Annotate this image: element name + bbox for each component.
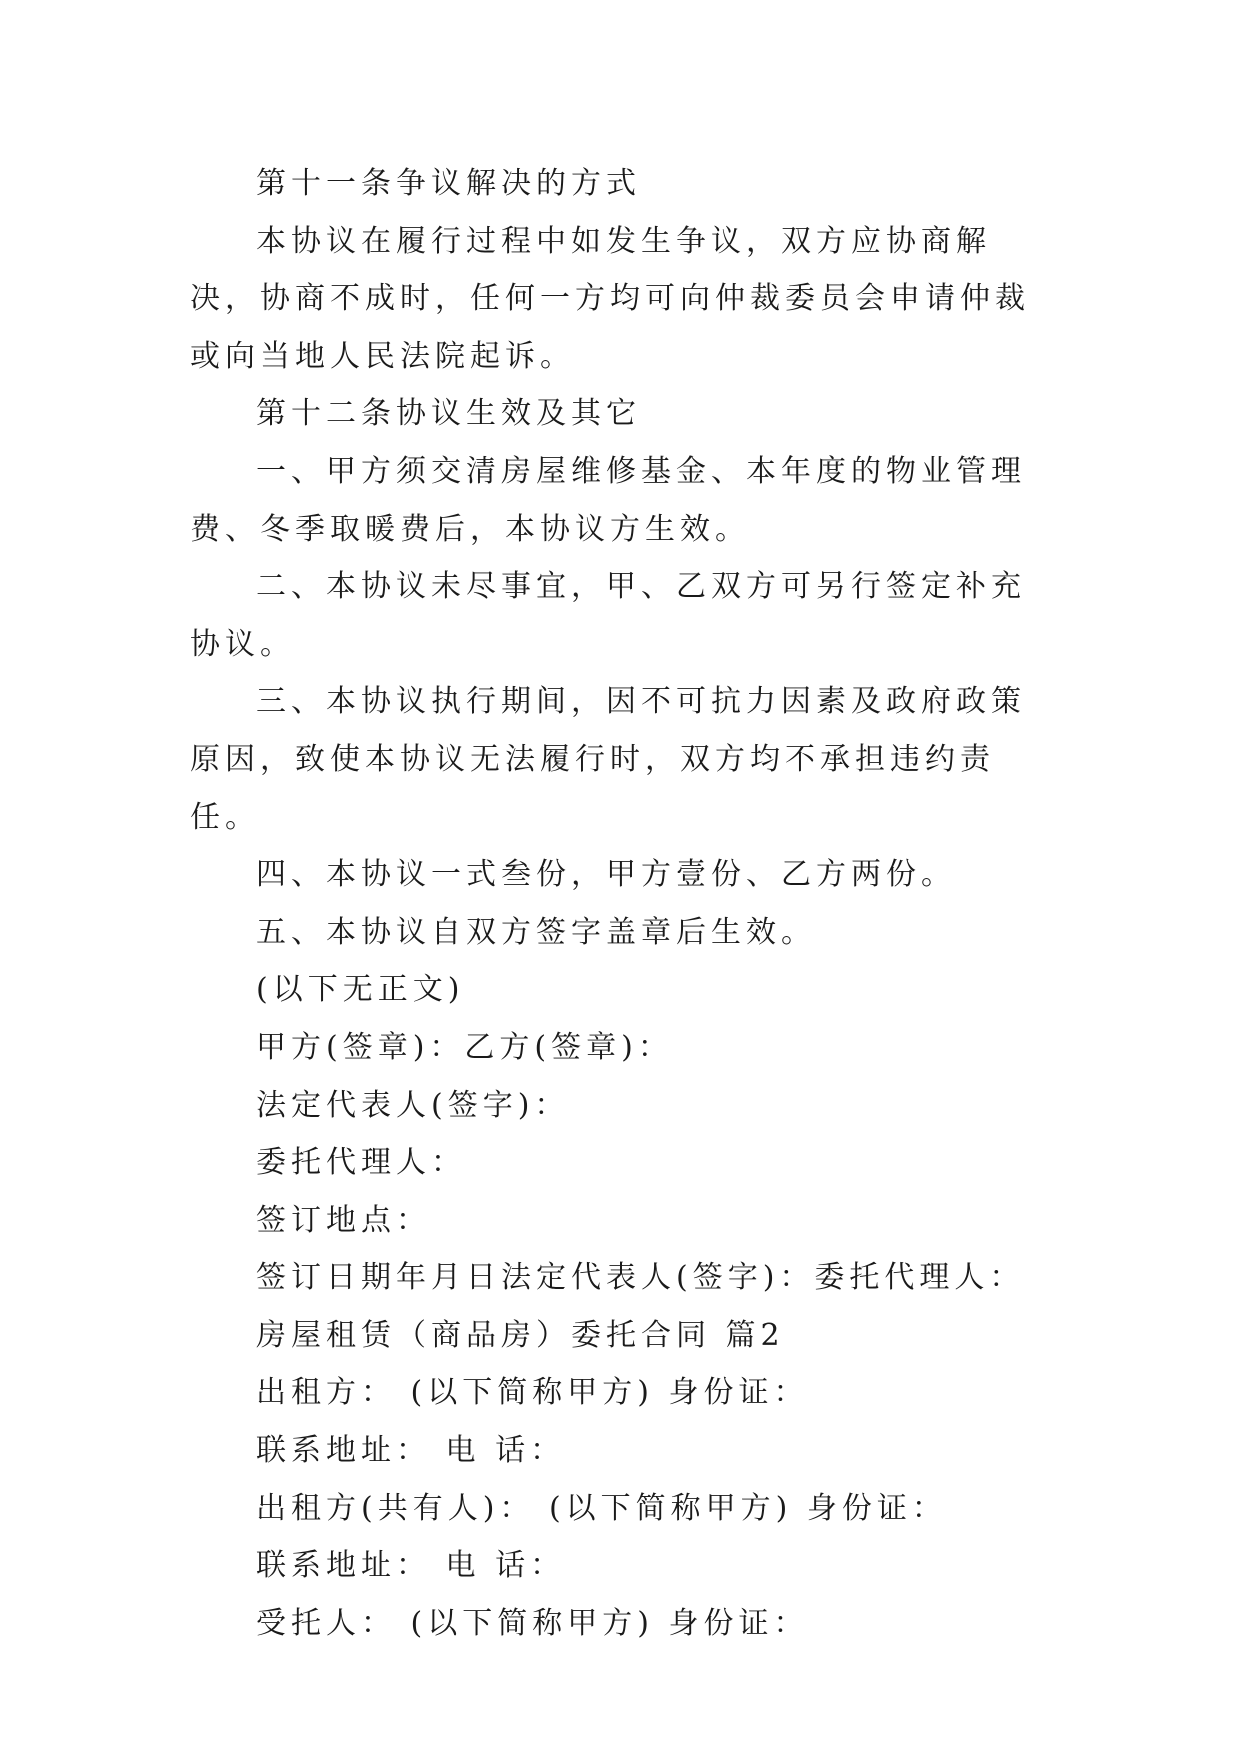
- legal-representative-line: 法定代表人(签字)：: [256, 1087, 570, 1123]
- no-further-text-note: (以下无正文): [256, 972, 465, 1008]
- article-12-heading: 第十二条协议生效及其它: [256, 396, 641, 432]
- party-signature-line: 甲方(签章)：乙方(签章)：: [256, 1029, 673, 1065]
- clause-2: 二、本协议未尽事宜，甲、乙双方可另行签定补充协议。: [190, 569, 1026, 662]
- signing-date-line: 签订日期年月日法定代表人(签字)：委托代理人：: [256, 1260, 1025, 1296]
- clause-4: 四、本协议一式叁份，甲方壹份、乙方两份。: [256, 857, 956, 893]
- signing-place-line: 签订地点：: [256, 1202, 431, 1238]
- clause-3: 三、本协议执行期间，因不可抗力因素及政府政策原因，致使本协议无法履行时，双方均不承担违约责任。: [190, 684, 1026, 835]
- contract-2-title: 房屋租赁（商品房）委托合同 篇2: [256, 1317, 785, 1353]
- co-owner-line: 出租方(共有人)： (以下简称甲方) 身份证：: [256, 1490, 947, 1526]
- clause-5: 五、本协议自双方签字盖章后生效。: [256, 914, 816, 950]
- article-11-body: 本协议在履行过程中如发生争议，双方应协商解决，协商不成时，任何一方均可向仲裁委员会申请仲裁或向当地人民法院起诉。: [190, 223, 1030, 374]
- clause-1: 一、甲方须交清房屋维修基金、本年度的物业管理费、冬季取暖费后，本协议方生效。: [190, 453, 1026, 547]
- trustee-line: 受托人： (以下简称甲方) 身份证：: [256, 1605, 809, 1641]
- article-11-heading: 第十一条争议解决的方式: [256, 166, 641, 201]
- lessor-contact-line: 联系地址： 电 话：: [256, 1433, 566, 1469]
- lessor-line: 出租方： (以下简称甲方) 身份证：: [256, 1375, 809, 1411]
- document-body: [190, 155, 1050, 1652]
- authorized-agent-line: 委托代理人：: [256, 1145, 466, 1181]
- co-owner-contact-line: 联系地址： 电 话：: [256, 1548, 566, 1584]
